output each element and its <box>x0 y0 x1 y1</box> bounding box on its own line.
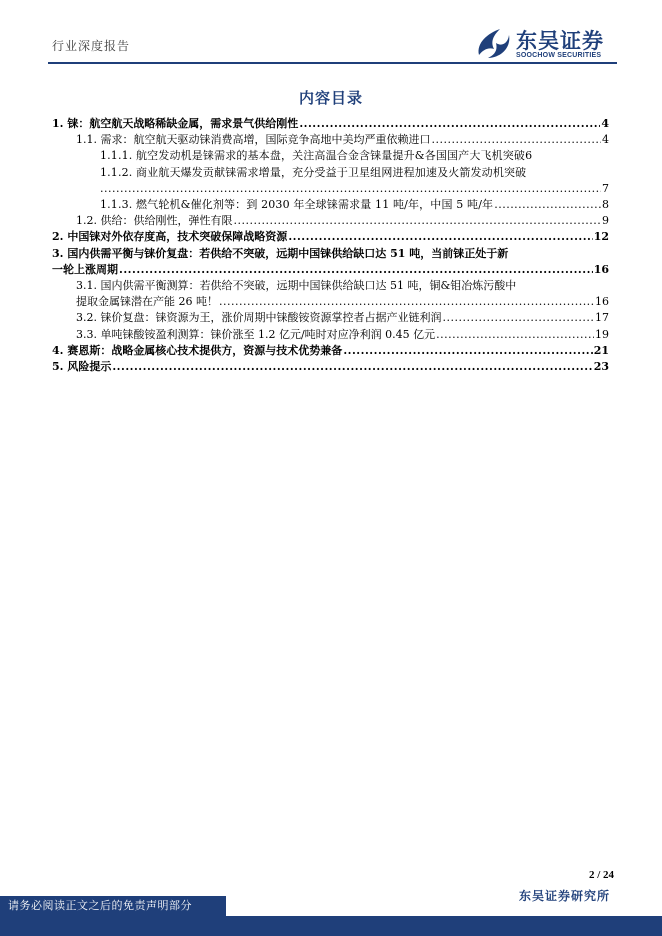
toc-entry-1-2[interactable]: 1.2. 供给：供给刚性，弹性有限 ..... 9 <box>52 213 609 229</box>
toc-entry-3-1[interactable]: 3.1. 国内供需平衡测算：若供给不突破，远期中国铼供给缺口达 51 吨，铜&钼冶炼污酸中 提取金属铼潜在产能 26 吨！ ..... 16 <box>52 278 609 310</box>
toc-entry-1-1-1[interactable]: 1.1.1. 航空发动机是铼需求的基本盘，关注高温合金含铼量提升&各国国产大飞机突破 6 <box>100 149 533 163</box>
toc-entry-3[interactable]: 3. 国内供需平衡与铼价复盘：若供给不突破，远期中国铼供给缺口达 51 吨，当前铼正处于新 一轮上涨周期 ..... 16 <box>52 246 609 278</box>
logo-english-text: SOOCHOW SECURITIES <box>516 52 602 59</box>
toc-entry-1-1-2[interactable]: 1.1.2. 商业航天爆发贡献铼需求增量，充分受益于卫星组网进程加速及火箭发动机突破 ..... 7 <box>52 165 609 197</box>
header-divider <box>48 62 617 64</box>
disclaimer-notice: 请务必阅读正文之后的免责声明部分 <box>0 896 226 916</box>
footer-bar <box>0 916 662 936</box>
toc-entry-3-3[interactable]: 3.3. 单吨铼酸铵盈利测算：铼价涨至 1.2 亿元/吨时对应净利润 0.45 亿元 ..... 19 <box>52 327 609 343</box>
toc-entry-1-1-3[interactable]: 1.1.3. 燃气轮机&催化剂等：到 2030 年全球铼需求量 11 吨/年，中国 5 吨/年 ..... 8 <box>52 197 609 213</box>
table-of-contents <box>52 116 609 375</box>
toc-entry-2[interactable]: 2. 中国铼对外依存度高，技术突破保障战略资源 ..... 12 <box>52 229 609 245</box>
company-logo <box>474 25 620 61</box>
toc-entry-1[interactable]: 1. 铼：航空航天战略稀缺金属，需求景气供给刚性 ..... 4 <box>52 116 609 132</box>
toc-entry-3-2[interactable]: 3.2. 铼价复盘：铼资源为王，涨价周期中铼酸铵资源掌控者占据产业链利润 ..... 17 <box>52 310 609 326</box>
page-number: 2 / 24 <box>588 869 614 881</box>
toc-entry-4[interactable]: 4. 赛恩斯：战略金属核心技术提供方，资源与技术优势兼备 ..... 21 <box>52 343 609 359</box>
toc-entry-1-1[interactable]: 1.1. 需求：航空航天驱动铼消费高增，国际竞争高地中美均严重依赖进口 ..... 4 <box>52 132 609 148</box>
logo-chinese-text: 东吴证券 <box>516 29 604 53</box>
research-institute-label: 东吴证券研究所 <box>518 889 610 903</box>
logo-mark-icon <box>474 25 512 61</box>
toc-entry-5[interactable]: 5. 风险提示 ..... 23 <box>52 359 609 375</box>
report-type-label: 行业深度报告 <box>52 39 131 53</box>
toc-title: 内容目录 <box>298 89 363 107</box>
